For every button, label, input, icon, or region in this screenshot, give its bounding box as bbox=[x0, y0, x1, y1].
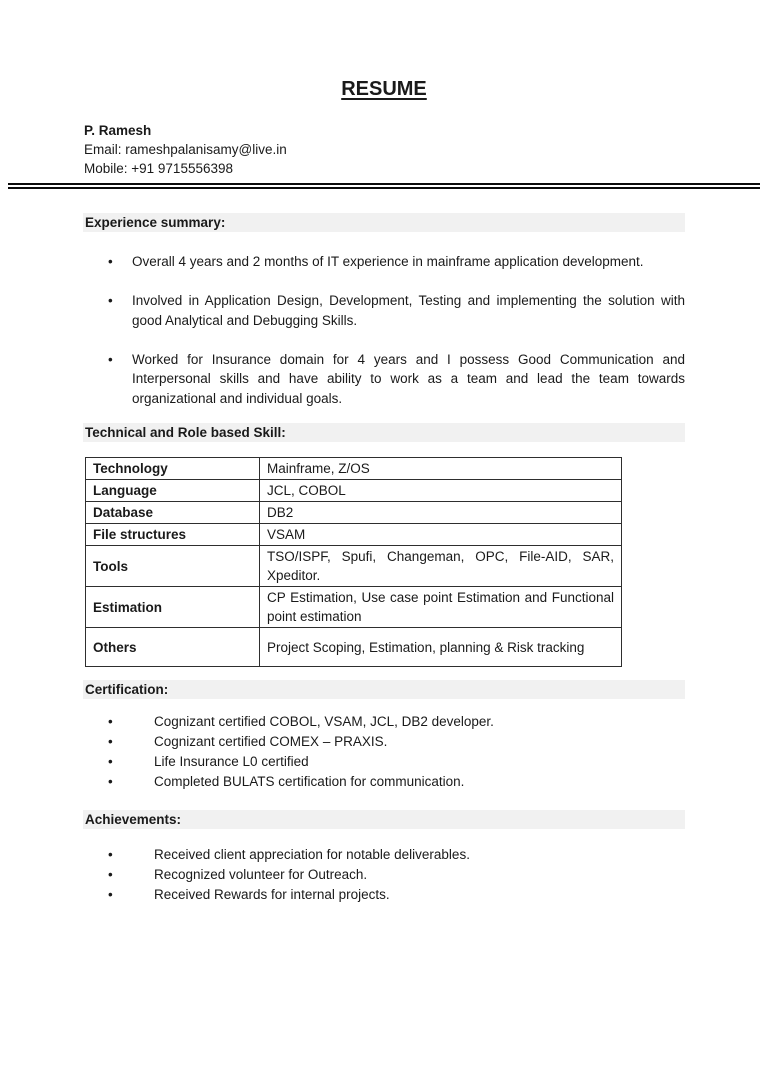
list-item: • Life Insurance L0 certified bbox=[84, 752, 685, 772]
page-title-text: RESUME bbox=[341, 78, 427, 100]
contact-block bbox=[84, 121, 287, 178]
table-row bbox=[86, 587, 622, 628]
table-cell-value: TSO/ISPF, Spufi, Changeman, OPC, File-AID, SAR, Xpeditor. bbox=[260, 546, 622, 587]
section-heading-experience: Experience summary: bbox=[83, 213, 685, 232]
table-row bbox=[86, 524, 622, 546]
table-cell-value: JCL, COBOL bbox=[260, 480, 622, 502]
table-row bbox=[86, 628, 622, 667]
list-item: • Completed BULATS certification for communication. bbox=[84, 772, 685, 792]
table-row bbox=[86, 480, 622, 502]
contact-email: Email: rameshpalanisamy@live.in bbox=[84, 142, 287, 157]
table-cell-value: Mainframe, Z/OS bbox=[260, 458, 622, 480]
table-cell-label: Language bbox=[86, 480, 260, 502]
header-divider bbox=[8, 183, 760, 189]
list-item: • Overall 4 years and 2 months of IT experience in mainframe application development. bbox=[84, 252, 685, 272]
table-row bbox=[86, 546, 622, 587]
list-item: • Worked for Insurance domain for 4 years and I possess Good Communication and Interpersonal skills and have ability to work as a team and lead the team towards organizational and individual goals. bbox=[84, 350, 685, 409]
achievements-bullet-list bbox=[84, 845, 685, 905]
section-heading-achievements: Achievements: bbox=[83, 810, 685, 829]
skills-table bbox=[85, 457, 622, 667]
list-item: • Cognizant certified COMEX – PRAXIS. bbox=[84, 732, 685, 752]
table-cell-label: Tools bbox=[86, 546, 260, 587]
table-cell-label: File structures bbox=[86, 524, 260, 546]
page-title bbox=[0, 78, 768, 101]
table-cell-value: VSAM bbox=[260, 524, 622, 546]
contact-mobile: Mobile: +91 9715556398 bbox=[84, 161, 234, 176]
table-cell-label: Database bbox=[86, 502, 260, 524]
contact-name: P. Ramesh bbox=[84, 123, 152, 138]
table-cell-value: DB2 bbox=[260, 502, 622, 524]
table-row bbox=[86, 502, 622, 524]
table-row bbox=[86, 458, 622, 480]
list-item: • Received Rewards for internal projects. bbox=[84, 885, 685, 905]
list-item: • Recognized volunteer for Outreach. bbox=[84, 865, 685, 885]
section-heading-certification: Certification: bbox=[83, 680, 685, 699]
table-cell-label: Technology bbox=[86, 458, 260, 480]
list-item: • Involved in Application Design, Development, Testing and implementing the solution with good Analytical and Debugging Skills. bbox=[84, 291, 685, 330]
list-item: • Received client appreciation for notable deliverables. bbox=[84, 845, 685, 865]
table-cell-label: Others bbox=[86, 628, 260, 667]
list-item: • Cognizant certified COBOL, VSAM, JCL, DB2 developer. bbox=[84, 712, 685, 732]
certification-bullet-list bbox=[84, 712, 685, 792]
table-cell-value: CP Estimation, Use case point Estimation and Functional point estimation bbox=[260, 587, 622, 628]
table-cell-label: Estimation bbox=[86, 587, 260, 628]
table-cell-value: Project Scoping, Estimation, planning & Risk tracking bbox=[260, 628, 622, 667]
experience-bullet-list bbox=[84, 252, 685, 428]
section-heading-skills: Technical and Role based Skill: bbox=[83, 423, 685, 442]
